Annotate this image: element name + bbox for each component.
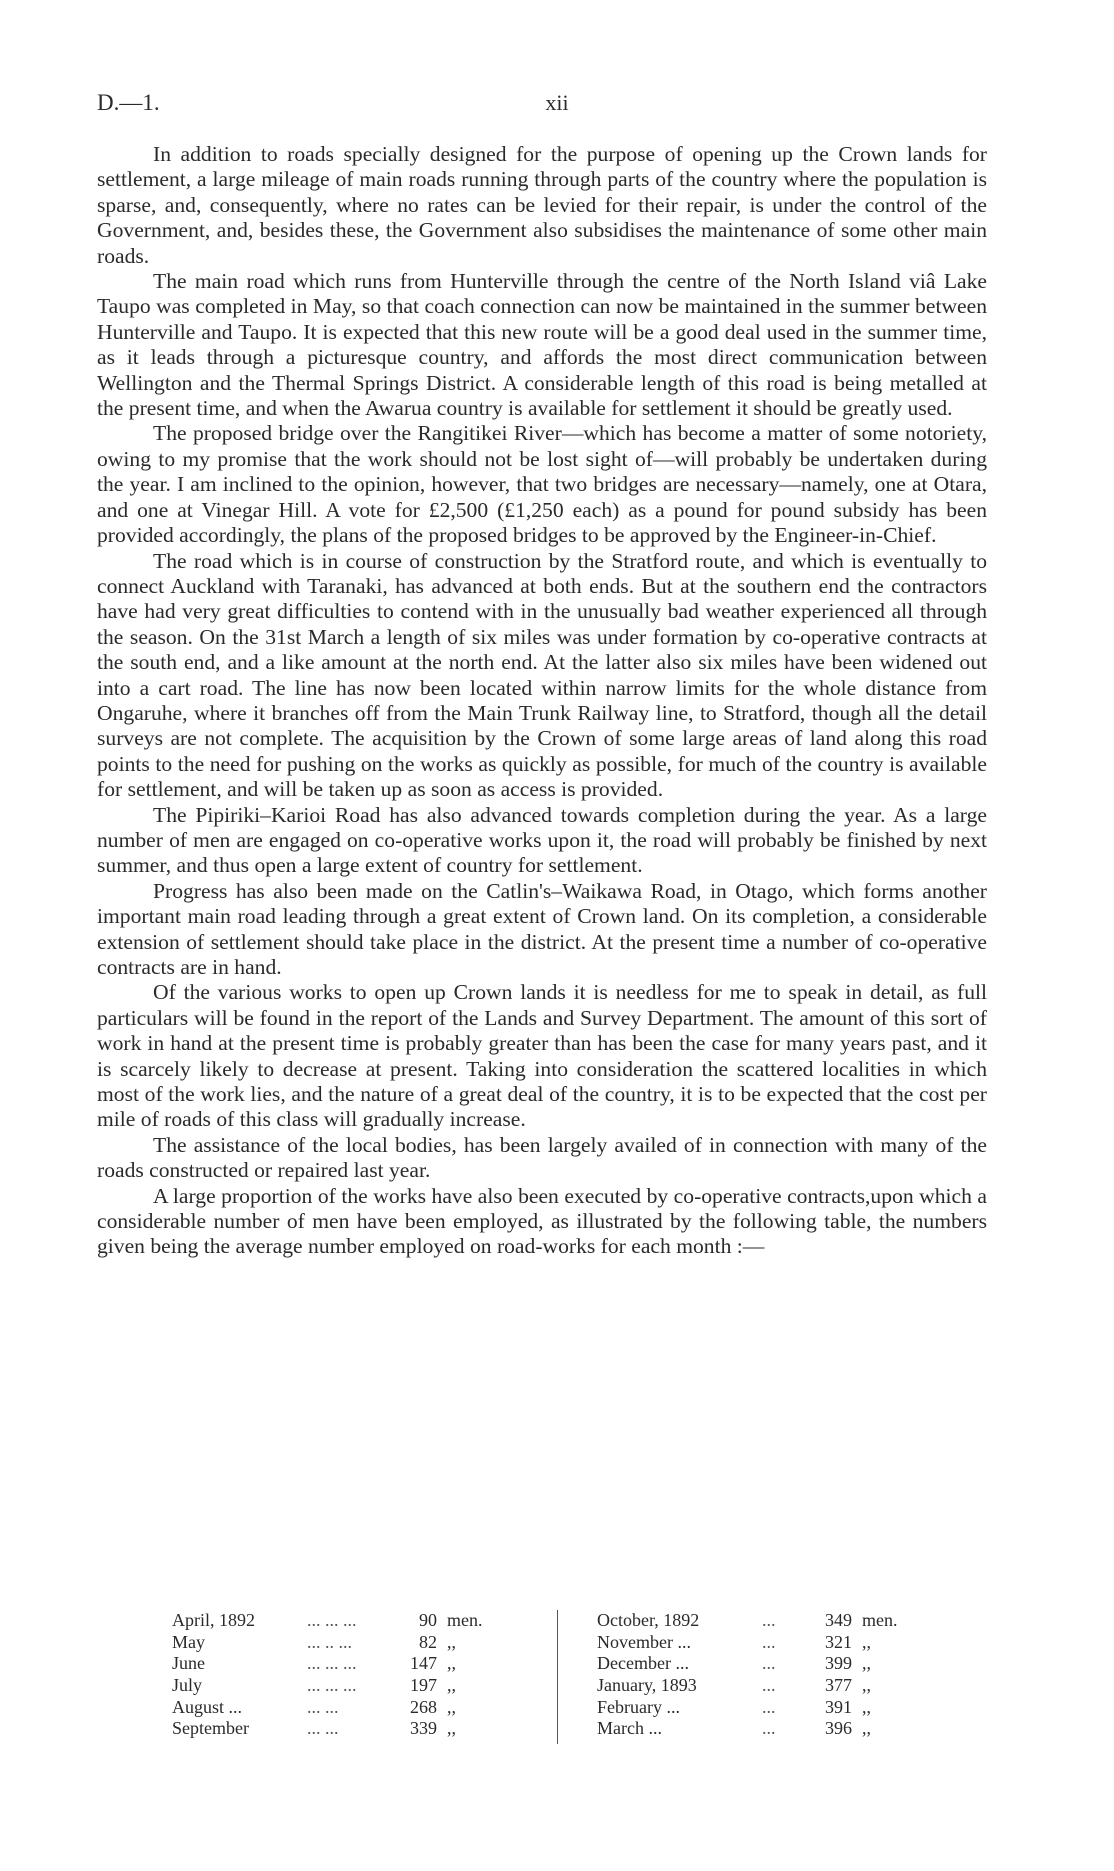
table-row [172,1610,557,1632]
month-label: November ... [597,1631,691,1652]
table-row [172,1632,557,1654]
page-number: xii [545,90,569,115]
men-count: 147 [410,1653,437,1674]
paragraph: A large proportion of the works have also been executed by co-operative contracts,upon which a considerable number of men have been employed, as illustrated by the following table, the numbers given being the average number employed on road-works for each month :— [97,1183,987,1259]
body-text [97,142,987,1260]
table-row [597,1697,937,1719]
month-label: June [172,1653,205,1674]
month-label: May [172,1631,205,1652]
table-row [597,1632,937,1654]
table-row [597,1653,937,1675]
leader-dots: ... [762,1696,776,1717]
unit-label: ,, [447,1631,456,1652]
leader-dots: ... [762,1718,776,1739]
paragraph: Of the various works to open up Crown lands it is needless for me to speak in detail, as full particulars will be found in the report of the Lands and Survey Department. The amount of this sort of work in hand at the present time is probably greater than has been the case for many years past, and it is scarcely likely to decrease at present. Taking into consideration the scattered localities in which most of the work lies, and the nature of a great deal of the country, it is to be expected that the cost per mile of roads of this class will gradually increase. [97,980,987,1132]
men-count: 391 [825,1696,852,1717]
unit-label: ,, [447,1675,456,1696]
month-label: August ... [172,1696,243,1717]
men-count: 90 [419,1610,437,1630]
table-row [172,1718,557,1740]
unit-label: ,, [862,1631,871,1652]
month-label: February ... [597,1696,680,1717]
unit-label: ,, [862,1718,871,1739]
unit-label: men. [447,1610,483,1630]
leader-dots: ... [762,1610,776,1630]
month-label: September [172,1718,249,1739]
paragraph: In addition to roads specially designed for the purpose of opening up the Crown lands for settlement, a large mileage of main roads running through parts of the country where the population is sparse, and, consequently, where no rates can be levied for their repair, is under the control of the Government, and, besides these, the Government also subsidises the maintenance of some other main roads. [97,142,987,268]
table-column-left [172,1610,558,1744]
paragraph: The assistance of the local bodies, has been largely availed of in connection with many of the roads constructed or repaired last year. [97,1132,987,1183]
leader-dots: ... [762,1675,776,1696]
paragraph: The Pipiriki–Karioi Road has also advanced towards completion during the year. As a large number of men are engaged on co-operative works upon it, the road will probably be finished by next summer, and thus open a large extent of country for settlement. [97,802,987,878]
table-row [597,1675,937,1697]
men-count: 399 [825,1653,852,1674]
paragraph: Progress has also been made on the Catlin's–Waikawa Road, in Otago, which forms another important main road leading through a great extent of Crown land. On its completion, a considerable extension of settlement should take place in the district. At the present time a number of co-operative contracts are in hand. [97,878,987,979]
unit-label: ,, [447,1718,456,1739]
month-label: July [172,1675,203,1696]
men-count: 339 [410,1718,437,1739]
month-label: October, 1892 [597,1610,700,1630]
table-row [172,1697,557,1719]
men-count: 377 [825,1675,852,1696]
month-label: March ... [597,1718,662,1739]
unit-label: ,, [862,1696,871,1717]
leader-dots: ... [762,1631,776,1652]
unit-label: ,, [862,1653,871,1674]
leader-dots: ... ... ... [307,1610,357,1630]
leader-dots: ... ... ... [307,1675,357,1696]
paragraph: The main road which runs from Hunterville through the centre of the North Island viâ Lake Taupo was completed in May, so that coach connection can now be maintained in the summer between Hunterville and Taupo. It is expected that this new route will be a good deal used in the summer time, as it leads through a picturesque country, and affords the most direct communication between Wellington and the Thermal Springs District. A considerable length of this road is being metalled at the present time, and when the Awarua country is available for settlement it should be greatly used. [97,269,987,421]
unit-label: ,, [447,1696,456,1717]
leader-dots: ... ... ... [307,1653,357,1674]
unit-label: men. [862,1610,898,1630]
table-column-right [597,1610,937,1740]
table-row [172,1653,557,1675]
month-label: January, 1893 [597,1675,697,1696]
leader-dots: ... ... [307,1696,339,1717]
table-row [597,1610,937,1632]
table-row [597,1718,937,1740]
leader-dots: ... [762,1653,776,1674]
men-count: 197 [410,1675,437,1696]
paragraph: The proposed bridge over the Rangitikei River—which has become a matter of some notoriety, owing to my promise that the work should not be lost sight of—will probably be undertaken during the year. I am inclined to the opinion, however, that two bridges are necessary—namely, one at Otara, and one at Vinegar Hill. A vote for £2,500 (£1,250 each) as a pound for pound subsidy has been provided accordingly, the plans of the proposed bridges to be approved by the Engineer-in-Chief. [97,421,987,548]
leader-dots: ... .. ... [307,1631,352,1652]
men-count: 268 [410,1696,437,1717]
document-reference: D.—1. [97,90,160,115]
men-count: 82 [419,1631,437,1652]
month-label: December ... [597,1653,689,1674]
table-row [172,1675,557,1697]
month-label: April, 1892 [172,1610,255,1630]
unit-label: ,, [862,1675,871,1696]
men-count: 321 [825,1631,852,1652]
men-count: 396 [825,1718,852,1739]
paragraph: The road which is in course of construction by the Stratford route, and which is eventually to connect Auckland with Taranaki, has advanced at both ends. But at the southern end the contractors have had very great difficulties to contend with in the unusually bad weather experienced all through the season. On the 31st March a length of six miles was under formation by co-operative contracts at the south end, and a like amount at the north end. At the latter also six miles have been widened out into a cart road. The line has now been located within narrow limits for the whole distance from Ongaruhe, where it branches off from the Main Trunk Railway line, to Stratford, though all the detail surveys are not complete. The acquisition by the Crown of some large areas of land along this road points to the need for pushing on the works as quickly as possible, for much of the country is available for settlement, and will be taken up as soon as access is provided. [97,548,987,802]
men-count: 349 [825,1610,852,1630]
leader-dots: ... ... [307,1718,339,1739]
unit-label: ,, [447,1653,456,1674]
